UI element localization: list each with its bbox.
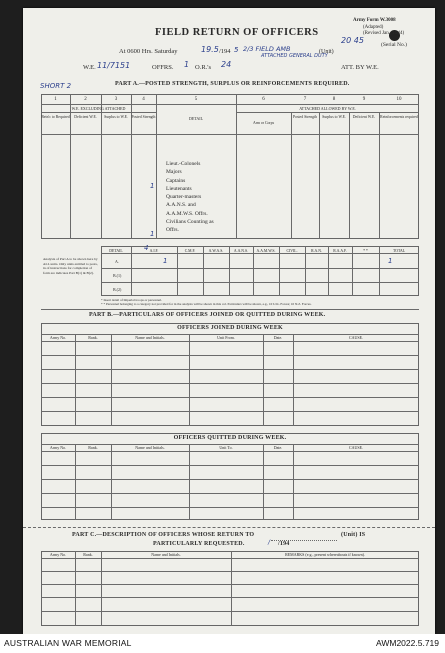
right-header-3: Surplus to W.E. [322,115,346,119]
analysis-header-raaf: R.A.A.F. [333,249,347,253]
analysis-row-b2: B.(2) [113,287,122,292]
part-c-requested: PARTICULARLY REQUESTED. [153,541,245,547]
attached-allowed-header: ATTACHED ALLOWED BY W.E. [299,106,356,111]
aif-handwritten: 4 [144,244,149,252]
unit-handwritten: 2/3 FIELD AMB [243,45,291,53]
left-header-2: Deficient W.E. [74,115,97,119]
quitted-header-army-no: Army No. [49,445,67,450]
posted-strength-total: 1 [150,230,155,238]
form-id-adapted: (Adapted) [363,25,384,30]
ors-label: O.R.'s [195,64,211,71]
quitted-header-date: Date. [273,445,283,450]
analysis-note: Analysis of Part A to be shown here by ALL units. Only units entitled to posts, in of instructions for completion of form are indicates Part B(1) & B(2). [43,257,98,275]
rank-majors: Majors [166,169,182,176]
part-c-table [41,551,419,626]
we-handwritten: 11/7151 [97,61,131,70]
joined-header-name: Name and Initials. [135,335,165,340]
analysis-header-aamws: A.A.M.W.S. [256,249,276,253]
we-label: W.E. [83,64,96,71]
analysis-header-civil: CIVIL. [286,249,298,253]
analysis-header-aif: A.I.F. [149,249,159,253]
quitted-header-cause: CAUSE. [348,445,364,450]
offrs-label: OFFRS. [152,64,174,71]
col-num-9: 9 [362,97,366,102]
col-num-1: 1 [54,97,57,102]
part-b-heading: PART B.—PARTICULARS OF OFFICERS JOINED OR QUITTED DURING WEEK. [89,312,326,318]
serial-label: (Serial No.) [381,42,407,48]
detail-header: DETAIL [188,116,204,121]
analysis-header-awas: A.W.A.S. [208,249,224,253]
left-header-4: Posted Strength [131,115,156,119]
quitted-header-unit-to: Unit To. [219,445,233,450]
at-line: At 0600 Hrs. Saturday [119,48,178,55]
form-title: FIELD RETURN OF OFFICERS [155,27,319,38]
part-a-heading: PART A.—POSTED STRENGTH, SURPLUS OR REINFORCEMENTS REQUIRED. [115,81,350,87]
quitted-title: OFFICERS QUITTED DURING WEEK. [173,435,287,441]
analysis-header-aans: A.A.N.S. [233,249,249,253]
archive-footer [0,634,445,653]
analysis-row-b1: B.(1) [113,273,122,278]
rank-quarter-masters: Quarter-masters [166,194,202,201]
we-excluding-header: W.E. EXCLUDING ATTACHED [71,106,126,111]
part-c-year: /194 [278,541,290,547]
analysis-row-a: A. [115,259,119,264]
left-header-1: Bein'c to Required [41,115,70,119]
serial-number: 20 45 [341,36,364,45]
date-handwritten: 19.5 [201,45,219,54]
form-page: FIELD RETURN OF OFFICERS Army Form W.3008 (Adapted) (Revised Jan., 1944) (Serial No.) 20 45 At 0600 Hrs. Saturday 19.5 /194 5 2/3 FIELD AMB ATTACHED GENERAL DUTY (Unit) W.E. 11/7151 OFFRS. 1 O.R.'s 24 ATT. BY W.E. SHORT 2 PART A.—POSTED STRENGTH, SURPLUS OR REINFORCEMENTS REQUIRED. 1 2 3 4 5 6 7 8 9 10 W.E. EXCLUDING ATTACHED ATTACHED ALLOWED BY W.E. DETAIL Bein'c to Required Deficient W.E. Surplus to W.E. Posted Strength Arm or Corps Posted Strength Surplus to W.E. Deficient W.E. Reinforcements required Lieut.-Colonels Majors Captains Lieutenants Quarter-masters A.A.N.S. and A.A.M.W.S. Offrs. Civilians Counting as Offrs. 1 1 Analysis of Part A to be shown here by ALL units. Only units entitled to posts, in of instructions for completion of form are indicates Part B(1) & B(2). DETAIL A.I.F. C.M.F. A.W.A.S. A.A.N.S. A.A.M.W.S. CIVIL. R.A.N. R.A.A.F. * * TOTAL A. B.(1) B.(2) 4 1 1 * Insert detail of Imperial troops or personnel. * * Personnel belonging to a category not provided for in the analysis will be shown in this col. Particulars will be shown, e.g., 10 U.K. Forces; 10 N.Z. Forces. PART B.—PARTICULARS OF OFFICERS JOINED OR QUITTED DURING WEEK. OFFICERS JOINED DURING WEEK Army No. Rank. Name and Initials. Unit From. Date. CAUSE. OFFICERS QUITTED DURING WEEK. Army No. Rank. Name and Initials. Unit To. Date. CAUSE. PART C.—DESCRIPTION OF OFFICERS WHOSE RETURN TO (Unit) IS PARTICULARLY REQUESTED. / /194 Army No. Rank. Name and Initials. REMARKS (e.g., present whereabouts if known). [23,8,435,634]
col-num-5: 5 [194,97,198,102]
joined-header-cause: CAUSE. [348,335,364,340]
footer-institution: AUSTRALIAN WAR MEMORIAL [4,638,132,648]
right-header-4: Deficient W.E. [352,115,376,119]
footnote-2: * * Personnel belonging to a category not provided for in the analysis will be shown in this col. Particulars will be shown, e.g., 10 U.K. Forces; 10 N.Z. Forces. [101,302,312,306]
right-header-1: Arm or Corps [252,121,275,125]
footer-accession-number: AWM2022.5.719 [376,638,439,648]
part-c-unit-label: (Unit) IS [341,532,366,538]
unit-label: (Unit) [319,49,334,55]
part-c-header-army-no: Army No. [49,552,67,557]
rank-lieutenants: Lieutenants [166,185,192,192]
col-num-10: 10 [396,97,402,102]
rank-aans: A.A.N.S. and [166,202,196,209]
right-header-2: Posted Strength [293,115,317,119]
analysis-header-total: TOTAL [392,249,406,253]
footnote-1: * Insert detail of Imperial troops or personnel. [101,298,162,302]
col-num-3: 3 [114,97,118,102]
aif-row-a-value: 1 [163,257,168,265]
att-label: ATT. BY W.E. [341,64,379,71]
short-annotation: SHORT 2 [40,82,72,90]
rank-lieut-colonels: Lieut.-Colonels [166,161,201,167]
posted-strength-value: 1 [150,182,155,190]
part-c-header-remarks: REMARKS (e.g., present whereabouts if known). [285,552,365,557]
rank-civilians: Civilians Counting as Offrs. [166,219,214,234]
analysis-header-detail: DETAIL [109,249,123,253]
joined-title: OFFICERS JOINED DURING WEEK [177,325,283,331]
form-id-revised: (Revised Jan., 1944) [363,31,405,36]
col-num-2: 2 [84,97,87,102]
total-row-a-value: 1 [388,257,393,265]
quitted-header-rank: Rank. [88,445,98,450]
joined-header-army-no: Army No. [49,335,67,340]
col-num-6: 6 [262,97,265,102]
part-c-header-rank: Rank. [83,552,93,557]
col-num-4: 4 [142,97,145,102]
analysis-header-other: * * [363,249,368,253]
unit-handwritten-2: ATTACHED GENERAL DUTY [261,53,328,59]
offrs-handwritten: 1 [184,60,190,69]
part-c-heading: PART C.—DESCRIPTION OF OFFICERS WHOSE RETURN TO [72,532,255,538]
col-num-7: 7 [303,97,307,102]
rank-captains: Captains [166,177,186,184]
left-header-3: Surplus to W.E. [104,115,128,119]
rank-aamws: A.A.M.W.S. Offrs. [166,210,208,217]
analysis-header-cmf: C.M.F. [184,249,196,253]
joined-header-date: Date. [273,335,283,340]
rank-list [166,160,222,235]
col-num-8: 8 [332,97,336,102]
year-handwritten: 5 [234,46,239,54]
analysis-header-ran: R.A.N. [311,249,322,253]
ors-handwritten: 24 [221,60,232,69]
joined-header-rank: Rank. [88,335,98,340]
quitted-header-name: Name and Initials. [135,445,165,450]
form-id: Army Form W.3008 [353,18,396,23]
year-prefix: /194 [219,48,231,55]
part-c-header-name: Name and Initials. [151,552,181,557]
joined-header-unit-from: Unit From. [217,335,235,340]
right-header-5: Reinforcements required [380,115,418,119]
